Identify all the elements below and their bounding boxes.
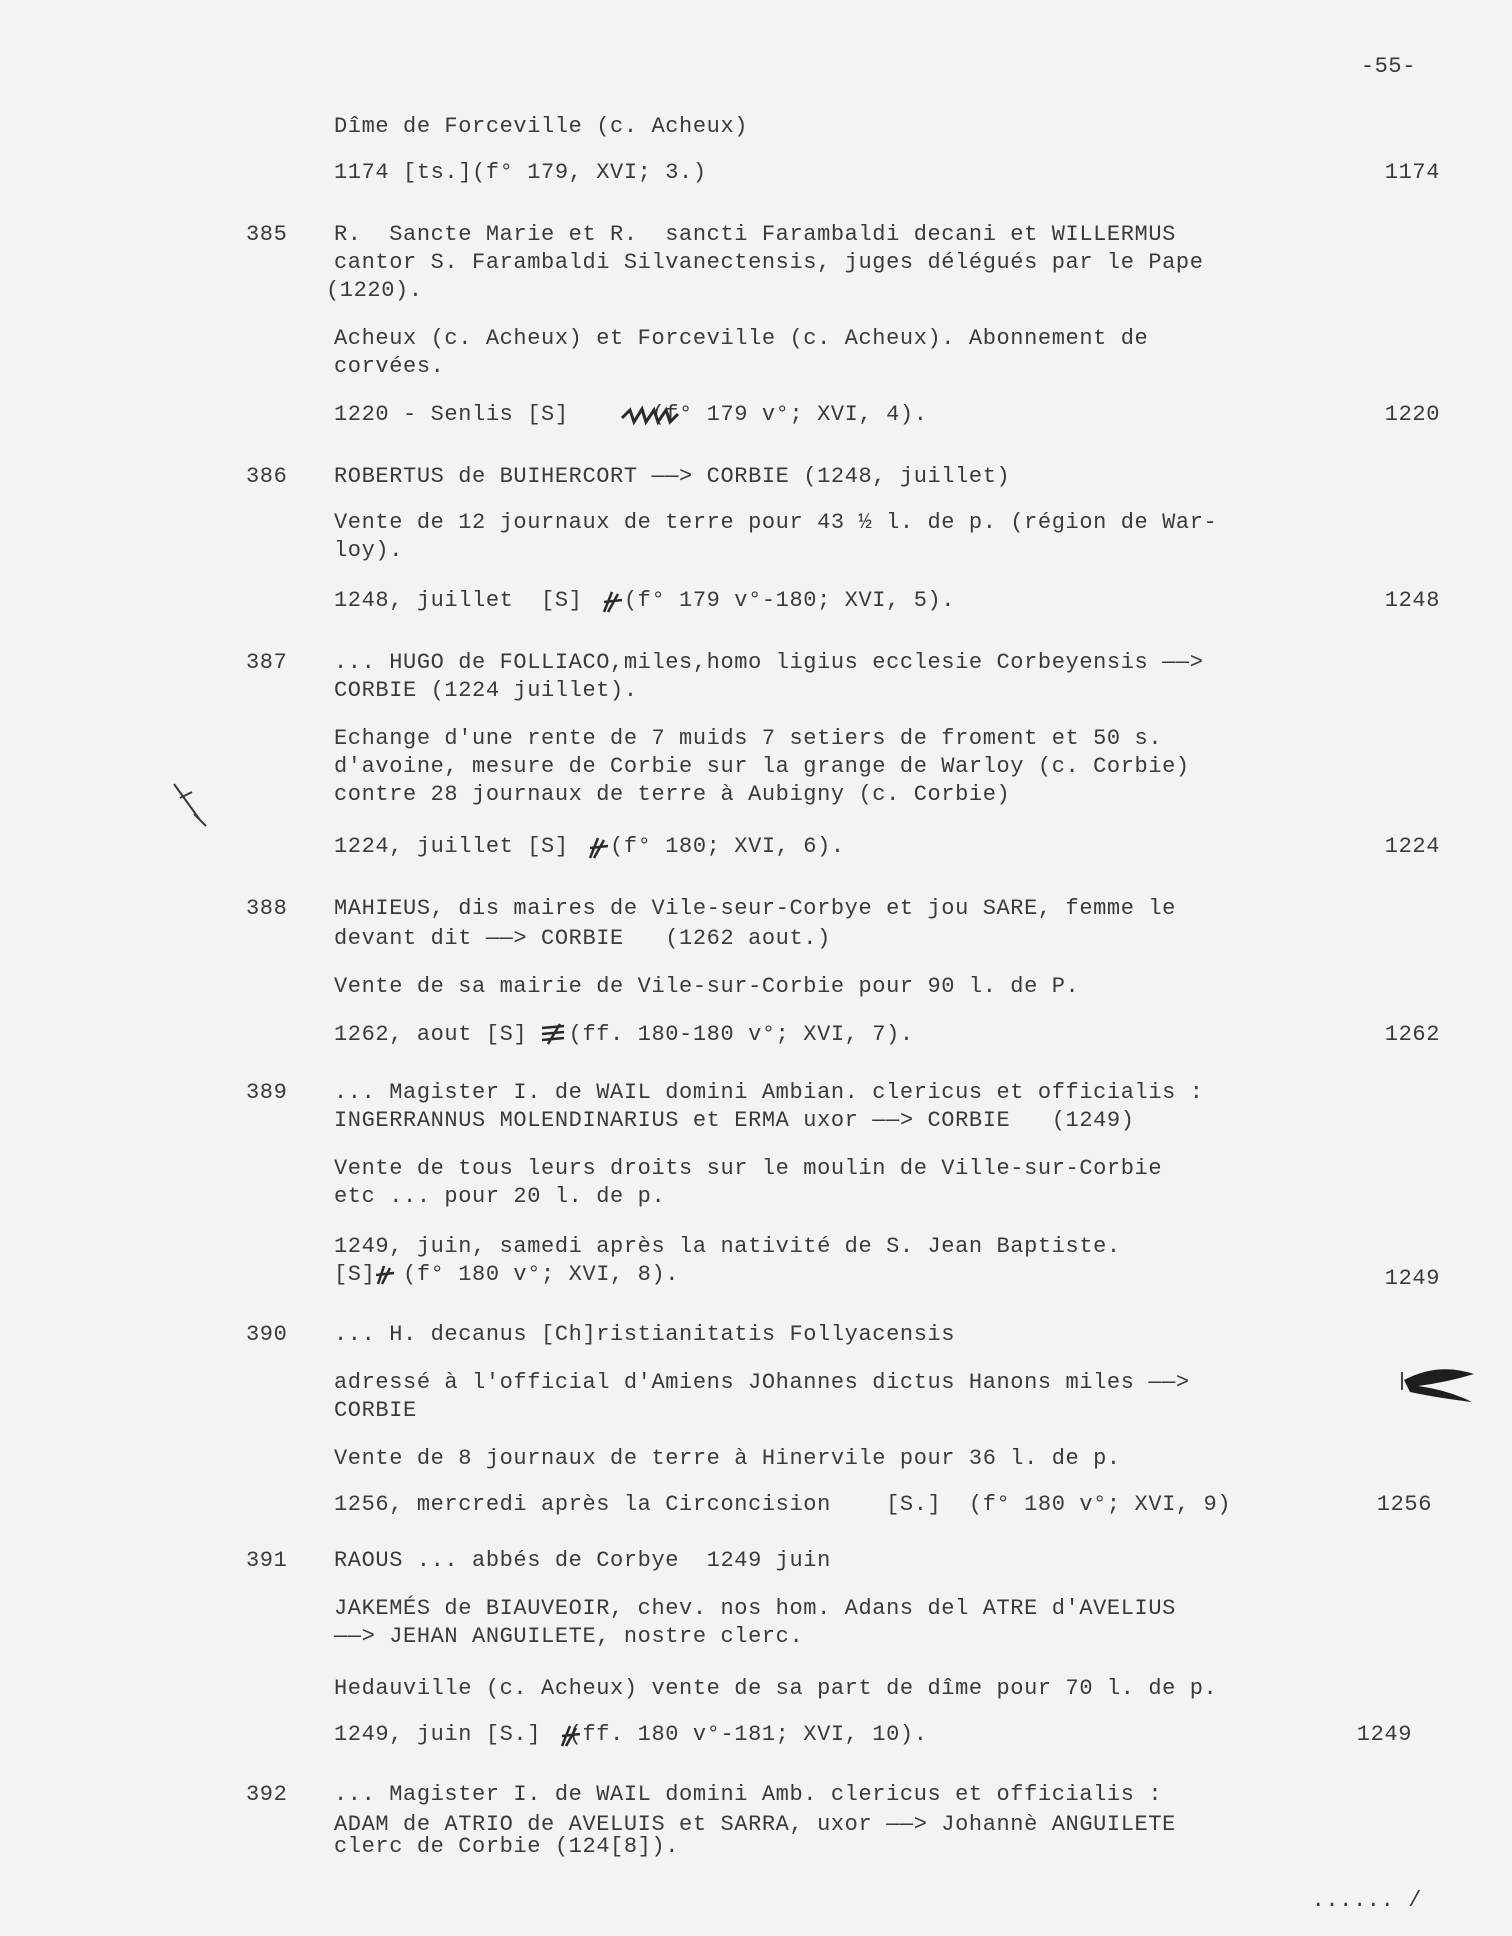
entry-date: 1224: [1384, 834, 1440, 859]
ink-blot: [1398, 1360, 1478, 1420]
entry-line: CORBIE: [334, 1398, 417, 1423]
entry-line: 1248, juillet [S] (f° 179 v°-180; XVI, 5).: [334, 588, 956, 613]
entry-line: d'avoine, mesure de Corbie sur la grange de Warloy (c. Corbie): [334, 754, 1190, 779]
entry-line: 1220 - Senlis [S] (f° 179 v°; XVI, 4).: [334, 402, 928, 427]
entry-number: 385: [246, 222, 288, 247]
entry-line: cantor S. Farambaldi Silvanectensis, juges délégués par le Pape: [334, 250, 1204, 275]
entry-line: ——> JEHAN ANGUILETE, nostre clerc.: [334, 1624, 804, 1649]
entry-line: ... HUGO de FOLLIACO,miles,homo ligius ecclesie Corbeyensis ——>: [334, 650, 1204, 675]
entry-line: Vente de tous leurs droits sur le moulin de Ville-sur-Corbie: [334, 1156, 1163, 1181]
entry-line: Vente de 8 journaux de terre à Hinervile pour 36 l. de p.: [334, 1446, 1121, 1471]
entry-line: RAOUS ... abbés de Corbye 1249 juin: [334, 1548, 831, 1573]
entry-number: 391: [246, 1548, 288, 1573]
entry-line: ROBERTUS de BUIHERCORT ——> CORBIE (1248, juillet): [334, 464, 1011, 489]
entry-date: 1256: [1376, 1492, 1432, 1517]
entry-line: ... Magister I. de WAIL domini Amb. clericus et officialis :: [334, 1782, 1163, 1807]
ink-scribble: [374, 1262, 396, 1288]
entry-line: loy).: [334, 538, 404, 563]
entry-line: Hedauville (c. Acheux) vente de sa part de dîme pour 70 l. de p.: [334, 1676, 1218, 1701]
ink-scribble: [540, 1022, 568, 1048]
entry-line: Vente de 12 journaux de terre pour 43 ½ l. de p. (région de War-: [334, 510, 1218, 535]
ink-scribble: [600, 588, 626, 616]
entry-date: 1262: [1384, 1022, 1440, 1047]
entry-date: 1220: [1384, 402, 1440, 427]
entry-line: INGERRANNUS MOLENDINARIUS et ERMA uxor ——> CORBIE (1249): [334, 1108, 1135, 1133]
entry-line: etc ... pour 20 l. de p.: [334, 1184, 666, 1209]
entry-line: [S] (f° 180 v°; XVI, 8).: [334, 1262, 680, 1287]
entry-line: corvées.: [334, 354, 445, 379]
entry-date: 1249: [1356, 1722, 1412, 1747]
entry-line: 1224, juillet [S] (f° 180; XVI, 6).: [334, 834, 845, 859]
margin-mark: [170, 780, 210, 830]
entry-date: 1248: [1384, 588, 1440, 613]
entry-line: MAHIEUS, dis maires de Vile-seur-Corbye et jou SARE, femme le: [334, 896, 1176, 921]
entry-line: adressé à l'official d'Amiens JOhannes dictus Hanons miles ——>: [334, 1370, 1190, 1395]
entry-line: 1174 [ts.](f° 179, XVI; 3.): [334, 160, 707, 185]
entry-number: 389: [246, 1080, 288, 1105]
ink-scribble: [586, 834, 612, 862]
entry-line: ... Magister I. de WAIL domini Ambian. clericus et officialis :: [334, 1080, 1204, 1105]
entry-number: 387: [246, 650, 288, 675]
entry-line: Acheux (c. Acheux) et Forceville (c. Acheux). Abonnement de: [334, 326, 1149, 351]
entry-number: 388: [246, 896, 288, 921]
entry-line: 1256, mercredi après la Circoncision [S.] (f° 180 v°; XVI, 9): [334, 1492, 1232, 1517]
entry-line: 1249, juin, samedi après la nativité de S. Jean Baptiste.: [334, 1234, 1121, 1259]
entry-line: R. Sancte Marie et R. sancti Farambaldi decani et WILLERMUS: [334, 222, 1176, 247]
entry-line: devant dit ——> CORBIE (1262 aout.): [334, 926, 831, 951]
ink-scribble: [620, 404, 680, 430]
entry-line: Vente de sa mairie de Vile-sur-Corbie pour 90 l. de P.: [334, 974, 1080, 999]
entry-line: CORBIE (1224 juillet).: [334, 678, 638, 703]
entry-number: 386: [246, 464, 288, 489]
entry-date: 1174: [1384, 160, 1440, 185]
entry-line: ADAM de ATRIO de AVELUIS et SARRA, uxor ——> Johannè ANGUILETE: [334, 1812, 1176, 1837]
entry-line: Dîme de Forceville (c. Acheux): [334, 114, 749, 139]
entry-line: contre 28 journaux de terre à Aubigny (c. Corbie): [334, 782, 1011, 807]
ink-scribble: [558, 1722, 584, 1750]
entry-line: Echange d'une rente de 7 muids 7 setiers de froment et 50 s.: [334, 726, 1163, 751]
entry-line: 1262, aout [S] (ff. 180-180 v°; XVI, 7).: [334, 1022, 914, 1047]
entry-line: (1220).: [326, 278, 423, 303]
entry-line: ... H. decanus [Ch]ristianitatis Follyacensis: [334, 1322, 956, 1347]
entry-line: clerc de Corbie (124[8]).: [334, 1834, 680, 1859]
entry-line: JAKEMÉS de BIAUVEOIR, chev. nos hom. Adans del ATRE d'AVELIUS: [334, 1596, 1176, 1621]
continuation-mark: ...... /: [1311, 1888, 1422, 1913]
entry-number: 390: [246, 1322, 288, 1347]
page-number: -55-: [1360, 54, 1416, 79]
entry-number: 392: [246, 1782, 288, 1807]
entry-line: 1249, juin [S.] (ff. 180 v°-181; XVI, 10).: [334, 1722, 928, 1747]
entry-date: 1249: [1384, 1266, 1440, 1291]
